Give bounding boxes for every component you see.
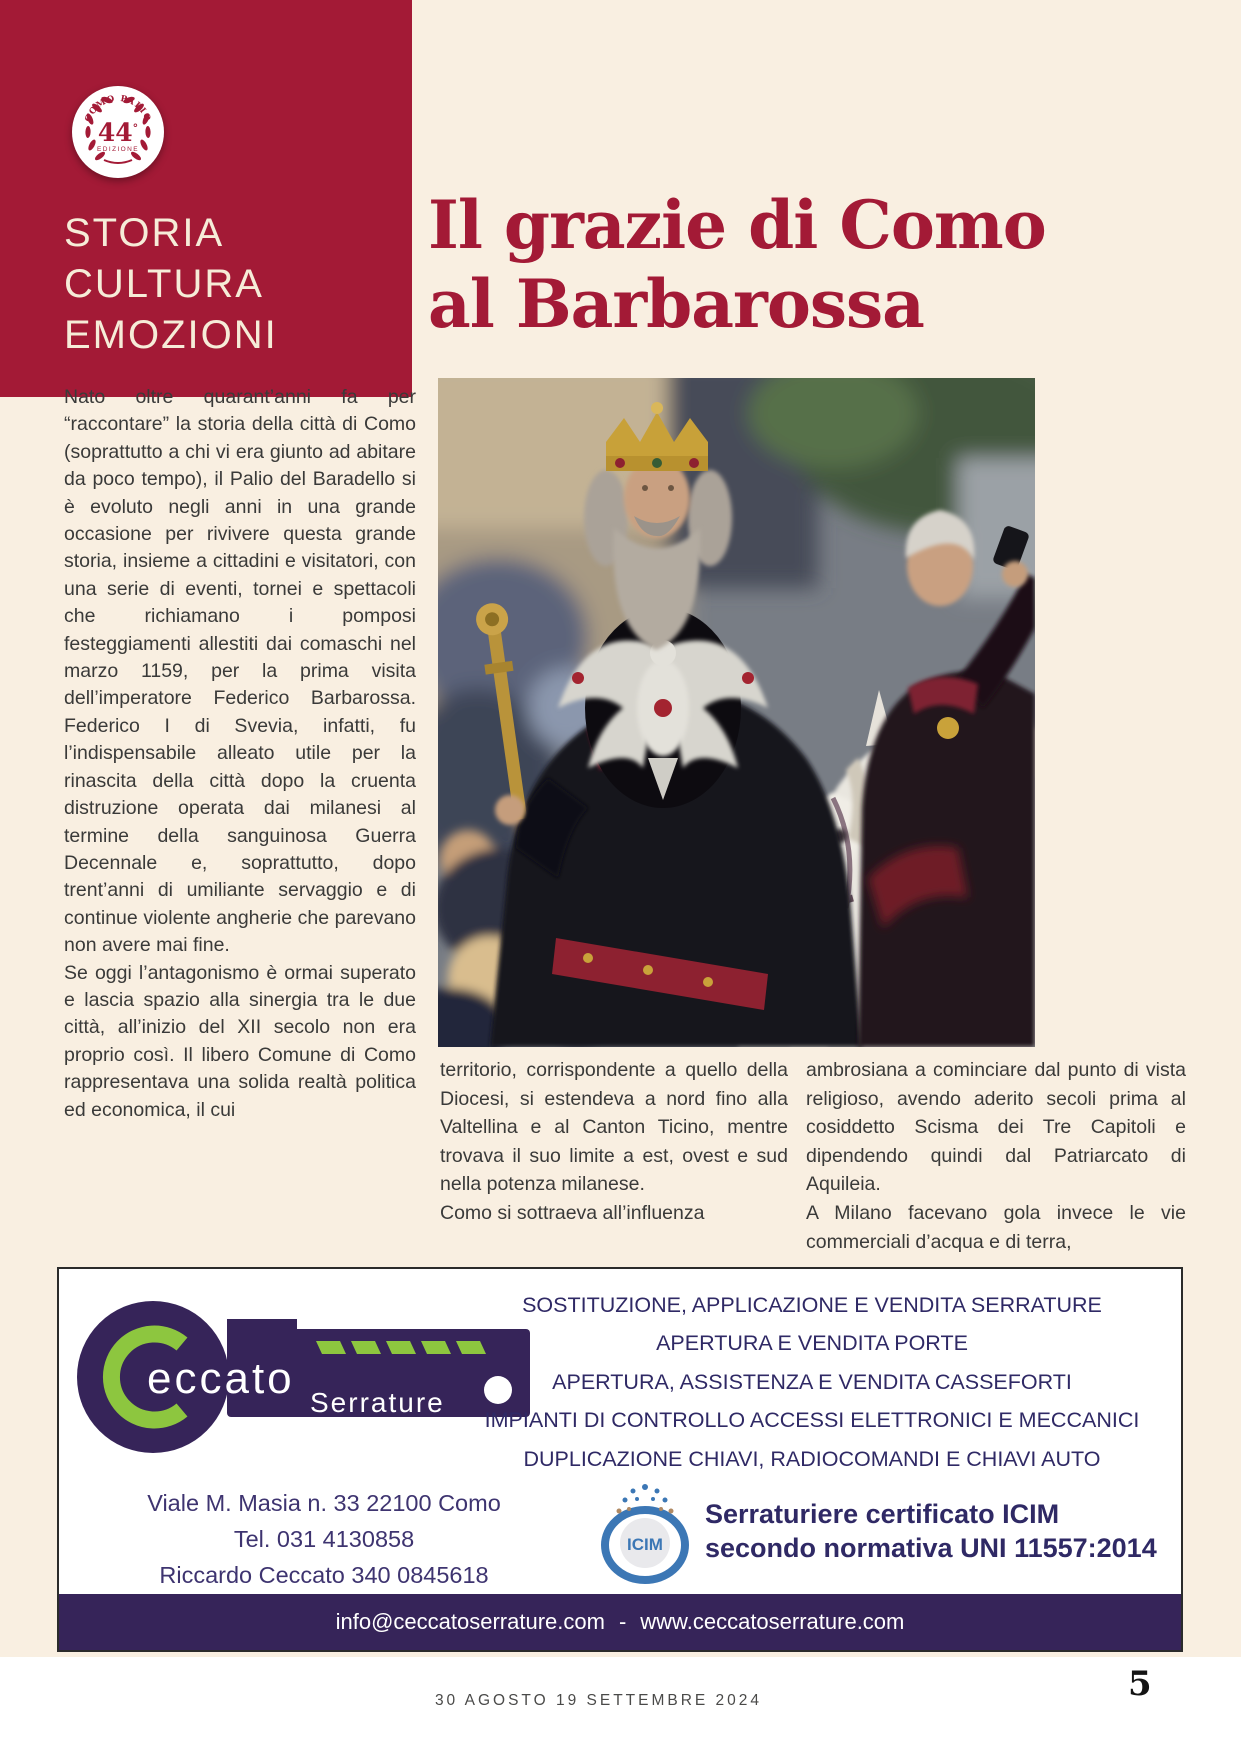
ad-contact-strip xyxy=(59,1594,1181,1650)
article-title-line2: al Barbarossa xyxy=(428,265,924,343)
ceccato-serrature-ad xyxy=(57,1267,1183,1652)
ad-service-line: SOSTITUZIONE, APPLICAZIONE E VENDITA SERRATURE xyxy=(522,1293,1102,1317)
kicker-line-cultura: CULTURA xyxy=(64,262,264,306)
article-column-2 xyxy=(440,1056,788,1228)
ad-service-line: APERTURA E VENDITA PORTE xyxy=(656,1331,968,1356)
article-paragraph: ambrosiana a cominciare dal punto di vista religioso, avendo aderito secoli prima al cosiddetto Scisma dei Tre Capitoli e dipendendo quindi dal Patriarcato di Aquileia. xyxy=(806,1059,1186,1196)
article-title xyxy=(428,186,1046,344)
article-column-3 xyxy=(806,1056,1186,1256)
photo-illustration xyxy=(438,378,1035,1047)
palio-44-edition-badge xyxy=(70,84,166,180)
ad-mobile-contact: Riccardo Ceccato 340 0845618 xyxy=(159,1562,489,1588)
issue-date: 30 AGOSTO 19 SETTEMBRE 2024 xyxy=(434,1692,763,1709)
ad-service-line: APERTURA, ASSISTENZA E VENDITA CASSEFORTI xyxy=(552,1369,1072,1394)
kicker-line-storia: STORIA xyxy=(64,211,225,255)
ad-contact-block xyxy=(119,1485,529,1593)
section-header-box xyxy=(0,0,412,397)
article-paragraph: A Milano facevano gola invece le vie commerciali d’acqua e di terra, xyxy=(806,1201,1186,1253)
ad-certification-text xyxy=(705,1497,1157,1565)
page-number: 5 xyxy=(1128,1664,1152,1704)
badge-edition-label: EDIZIONE xyxy=(97,146,139,153)
certification-line: Serraturiere certificato ICIM xyxy=(705,1499,1060,1529)
ad-services-list xyxy=(459,1286,1165,1478)
article-paragraph: territorio, corrispondente a quello della Diocesi, si estendeva a nord fino alla Valtellina e al Canton Ticino, mentre trovava il suo limite a est, ovest e sud nella potenza milanese. xyxy=(440,1059,788,1196)
ad-service-line: IMPIANTI DI CONTROLLO ACCESSI ELETTRONICI E MECCANICI xyxy=(484,1408,1140,1433)
icim-badge-text: ICIM xyxy=(627,1535,663,1554)
article-photo-barbarossa-parade xyxy=(438,378,1035,1047)
article-title-line1: Il grazie di Como xyxy=(428,186,1046,264)
badge-edition-number: 44° xyxy=(97,118,139,147)
kicker-line-emozioni: EMOZIONI xyxy=(64,313,278,357)
ad-service-line: DUPLICAZIONE CHIAVI, RADIOCOMANDI E CHIAVI AUTO xyxy=(523,1446,1101,1471)
section-kicker xyxy=(64,208,278,361)
certification-line: secondo normativa UNI 11557:2014 xyxy=(705,1533,1157,1563)
icim-certification-badge xyxy=(597,1479,693,1591)
ad-phone: Tel. 031 4130858 xyxy=(233,1526,415,1552)
article-paragraph: Como si sottraeva all’influenza xyxy=(440,1201,705,1224)
ad-address: Viale M. Masia n. 33 22100 Como xyxy=(147,1490,501,1516)
article-column-1 xyxy=(64,384,416,1124)
badge-arc-text: COMO PALIO xyxy=(83,93,153,124)
ad-website-link[interactable]: www.ceccatoserrature.com xyxy=(640,1609,905,1634)
strip-separator: - xyxy=(618,1609,627,1634)
ad-email-link[interactable]: info@ceccatoserrature.com xyxy=(335,1609,605,1634)
article-paragraph: Nato oltre quarant’anni fa per “raccontare” la storia della città di Como (soprattutto a chi vi era giunto ad abitare da poco tempo), il Palio del Baradello si è evoluto negli anni in una grande occasione per rivivere questa grande storia, insieme a cittadini e visitatori, con una serie di eventi, tornei e spettacoli che richiamano i pomposi festeggiamenti allestiti dai comaschi nel marzo 1159, per la prima visita dell’imperatore Federico Barbarossa. Federico I di Svevia, infatti, fu l’indispensabile alleato utile per la rinascita della città dopo la cruenta distruzione operata dai milanesi al termine della sanguinosa Guerra Decennale e, soprattutto, dopo trent’anni di umiliante servaggio e di continue violente angherie che parevano non avere mai fine. xyxy=(64,386,416,957)
article-paragraph: Se oggi l’antagonismo è ormai superato e lascia spazio alla sinergia tra le due città, all’inizio del XII secolo non era proprio così. Il libero Comune di Como rappresentava una solida realtà politica ed economica, il cui xyxy=(64,961,416,1121)
ceccato-logo-subtext: Serrature xyxy=(310,1387,445,1418)
ceccato-logo-text: eccato xyxy=(147,1354,295,1403)
